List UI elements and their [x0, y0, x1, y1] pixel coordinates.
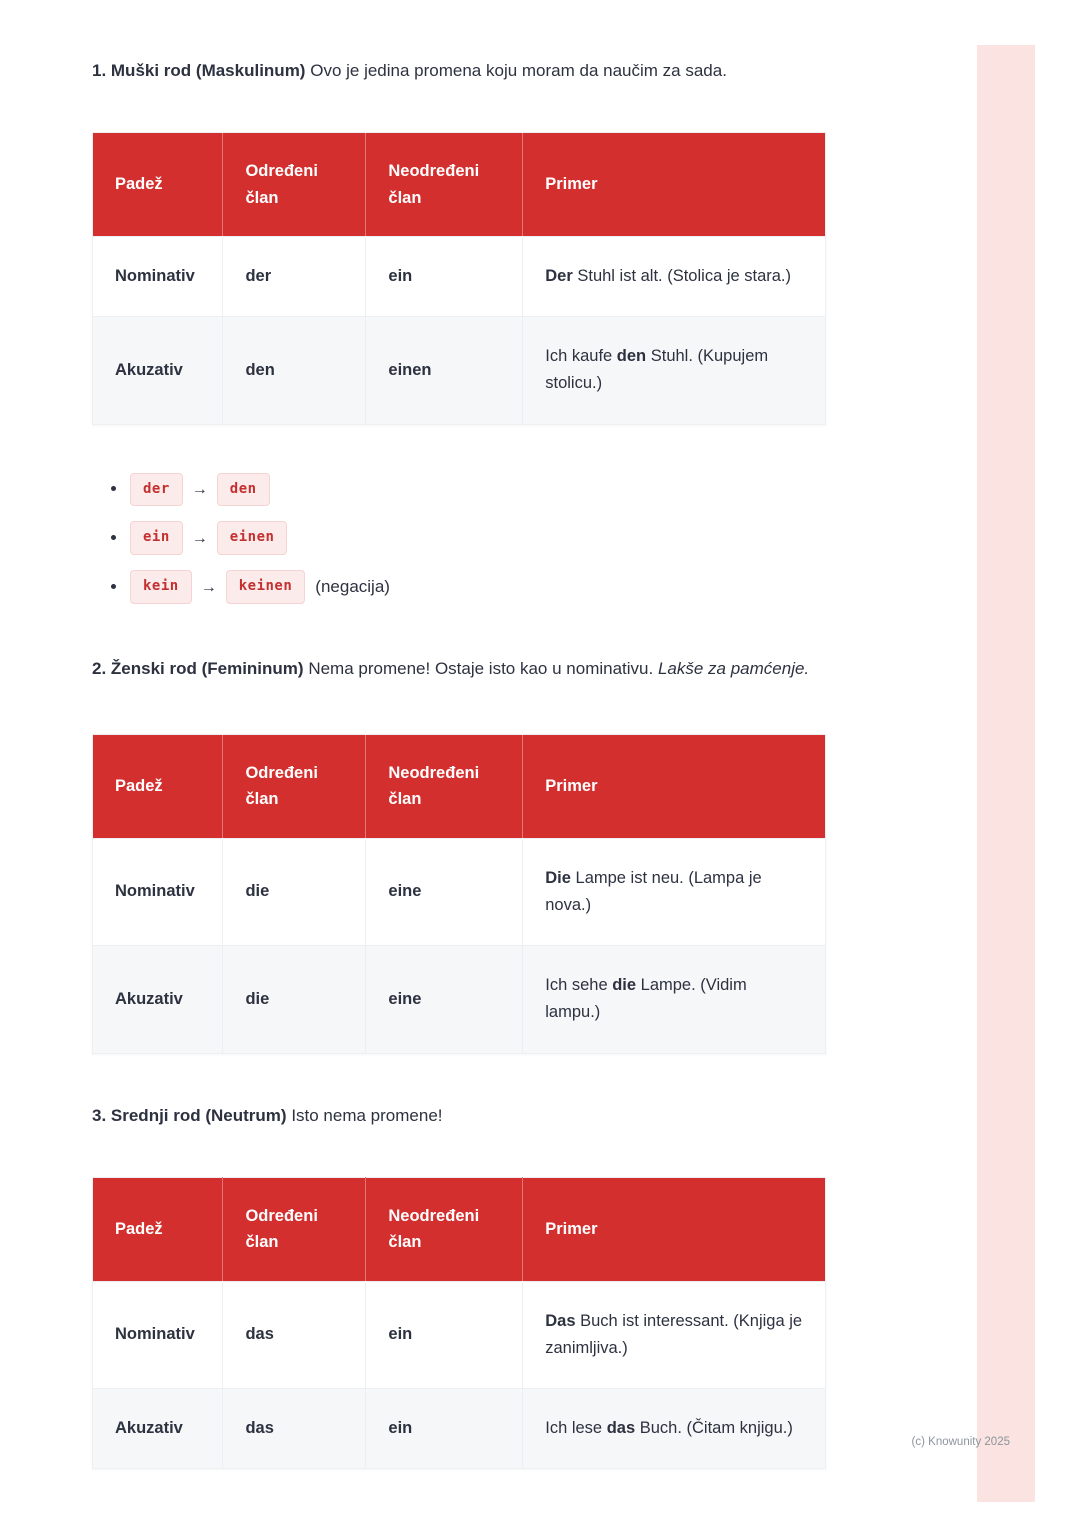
copyright-notice: (c) Knowunity 2025	[911, 1436, 1010, 1448]
section-3-subtitle: Isto nema promene!	[291, 1105, 443, 1125]
arrow-right-icon: →	[191, 480, 208, 498]
header-definite-article: Određeni član	[223, 1177, 366, 1281]
list-item-kein-keinen	[128, 570, 826, 604]
example-cell: Ich sehe die Lampe. (Vidim lampu.)	[523, 946, 826, 1053]
header-case: Padež	[93, 133, 223, 237]
masculine-table	[92, 132, 826, 424]
article-change-list	[108, 473, 826, 604]
header-indefinite-article: Neodređeni član	[366, 735, 523, 839]
code-chip-from: kein	[130, 570, 192, 604]
example-cell: Die Lampe ist neu. (Lampa je nova.)	[523, 838, 826, 945]
section-1-heading	[92, 57, 826, 84]
example-cell: Das Buch ist interessant. (Knjiga je zanimljiva.)	[523, 1281, 826, 1388]
indefinite-cell: eine	[366, 838, 523, 945]
header-definite-article: Određeni član	[223, 133, 366, 237]
document-content	[92, 57, 826, 1469]
definite-cell: die	[223, 946, 366, 1053]
header-case: Padež	[93, 735, 223, 839]
indefinite-cell: eine	[366, 946, 523, 1053]
header-example: Primer	[523, 735, 826, 839]
indefinite-cell: einen	[366, 317, 523, 424]
table-header-row	[93, 735, 826, 839]
definite-cell: der	[223, 236, 366, 316]
list-item-ein-einen	[128, 521, 826, 555]
case-cell: Nominativ	[93, 838, 223, 945]
example-cell: Der Stuhl ist alt. (Stolica je stara.)	[523, 236, 826, 316]
section-2-heading	[92, 652, 826, 686]
definite-cell: das	[223, 1389, 366, 1469]
example-cell: Ich kaufe den Stuhl. (Kupujem stolicu.)	[523, 317, 826, 424]
header-example: Primer	[523, 133, 826, 237]
arrow-right-icon: →	[191, 529, 208, 547]
indefinite-cell: ein	[366, 1281, 523, 1388]
code-chip-to: den	[217, 473, 270, 507]
header-indefinite-article: Neodređeni član	[366, 1177, 523, 1281]
section-3-heading	[92, 1102, 826, 1129]
table-row-nominativ	[93, 236, 826, 316]
definite-cell: den	[223, 317, 366, 424]
table-row-nominativ	[93, 1281, 826, 1388]
case-cell: Nominativ	[93, 1281, 223, 1388]
feminine-table	[92, 734, 826, 1054]
section-3-title: 3. Srednji rod (Neutrum)	[92, 1105, 287, 1125]
case-cell: Akuzativ	[93, 317, 223, 424]
example-cell: Ich lese das Buch. (Čitam knjigu.)	[523, 1389, 826, 1469]
table-row-akuzativ	[93, 946, 826, 1053]
table-header-row	[93, 1177, 826, 1281]
code-chip-from: ein	[130, 521, 183, 555]
case-cell: Akuzativ	[93, 946, 223, 1053]
table-row-akuzativ	[93, 1389, 826, 1469]
code-chip-to: keinen	[226, 570, 306, 604]
table-row-akuzativ	[93, 317, 826, 424]
section-1-title: 1. Muški rod (Maskulinum)	[92, 61, 306, 80]
header-case: Padež	[93, 1177, 223, 1281]
header-definite-article: Određeni član	[223, 735, 366, 839]
section-2-subtitle: Nema promene! Ostaje isto kao u nominativu.	[308, 659, 654, 679]
header-indefinite-article: Neodređeni član	[366, 133, 523, 237]
case-cell: Akuzativ	[93, 1389, 223, 1469]
table-header-row	[93, 133, 826, 237]
code-chip-to: einen	[217, 521, 288, 555]
definite-cell: das	[223, 1281, 366, 1388]
section-2-italic-note: Lakše za pamćenje.	[657, 659, 810, 679]
definite-cell: die	[223, 838, 366, 945]
neuter-table	[92, 1177, 826, 1469]
decorative-right-stripe	[977, 45, 1035, 1502]
section-2-title: 2. Ženski rod (Femininum)	[92, 659, 304, 679]
table-row-nominativ	[93, 838, 826, 945]
arrow-right-icon: →	[200, 578, 217, 596]
header-example: Primer	[523, 1177, 826, 1281]
code-chip-from: der	[130, 473, 183, 507]
indefinite-cell: ein	[366, 236, 523, 316]
section-1-subtitle: Ovo je jedina promena koju moram da naučim za sada.	[310, 61, 727, 80]
negation-note: (negacija)	[315, 576, 390, 596]
indefinite-cell: ein	[366, 1389, 523, 1469]
case-cell: Nominativ	[93, 236, 223, 316]
list-item-der-den	[128, 473, 826, 507]
